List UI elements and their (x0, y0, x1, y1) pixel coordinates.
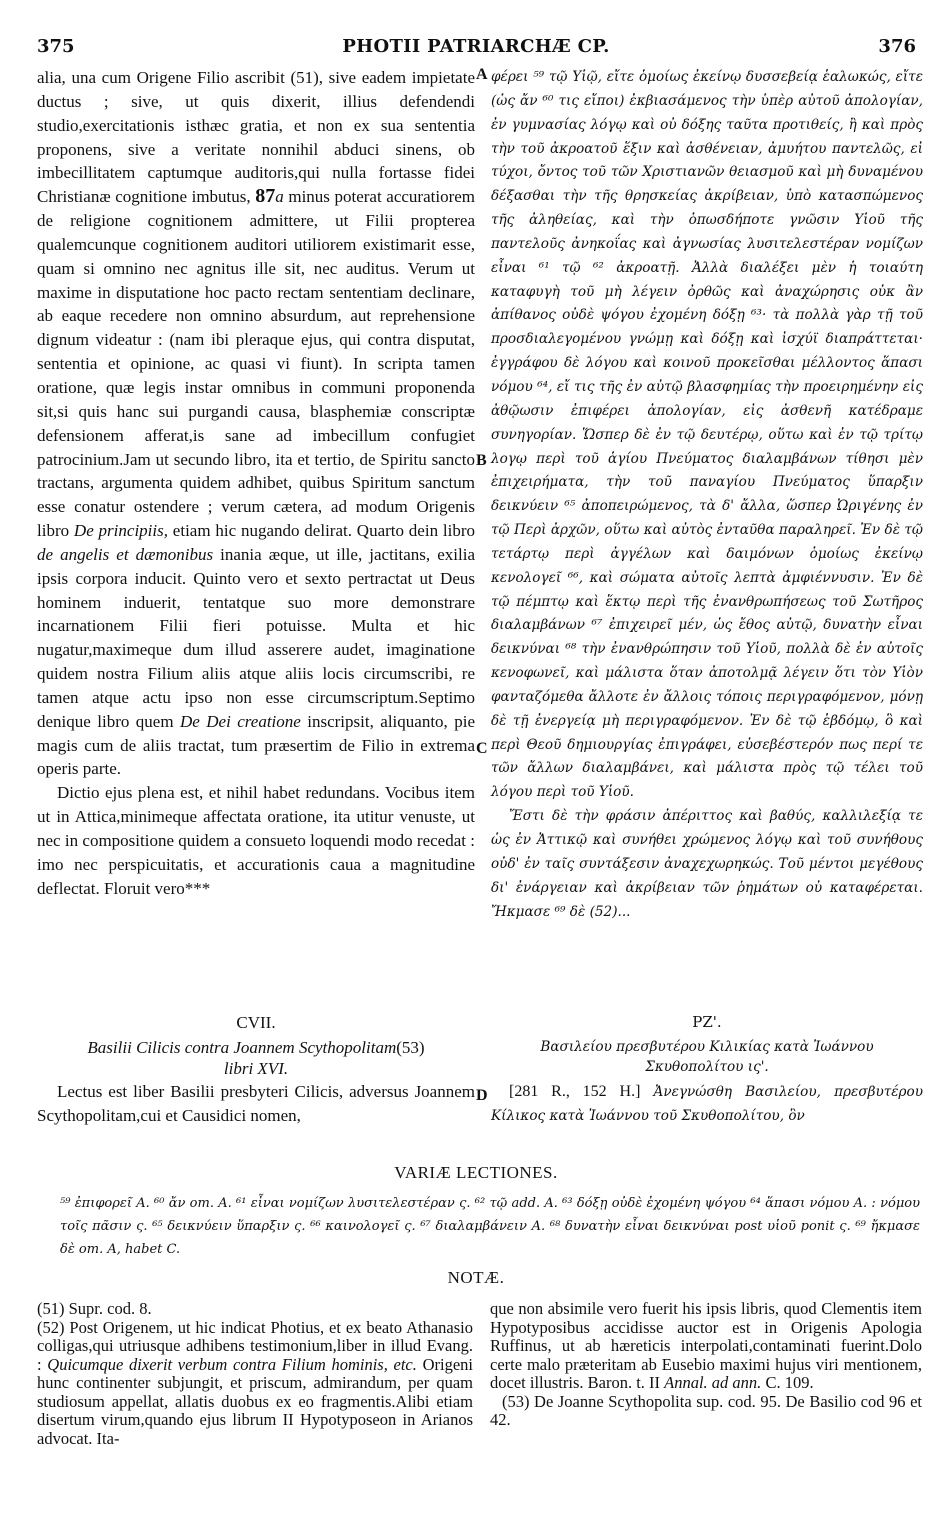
note-51: (51) Supr. cod. 8. (37, 1299, 152, 1318)
greek-column (491, 66, 923, 924)
greek-chapter-title: Βασιλείου πρεσβυτέρου Κιλικίας κατὰ Ἰωάννου Σκυθοπολίτου ις'. (540, 1039, 874, 1075)
column-marker: 87 (255, 185, 276, 208)
latin-chapter-number: CVII. (236, 1013, 276, 1032)
page-number-left: 375 (37, 36, 75, 57)
notae-title: NOTÆ. (447, 1268, 505, 1287)
margin-letter-b: B (476, 452, 487, 469)
variae-text: ⁵⁹ ἐπιφορεῖ A. ⁶⁰ ἄν om. A. ⁶¹ εἶναι νομίζων λυσιτελεστέραν ς. ⁶² τῷ add. A. ⁶³ δόξῃ οὐδὲ ἐχομένη ψόγου ⁶⁴ ἅπασι νόμου A. : νόμου τοῖς πᾶσιν ς. ⁶⁵ δεικνύειν ὕπαρξιν ς. ⁶⁶ καινολογεῖ ς. ⁶⁷ διαλαμβάνειν A. ⁶⁸ δυνατὴν εἶναι δεικνύναι post υἱοῦ ponit ς. ⁶⁹ ἤκμασε δὲ om. A, habet C. (60, 1196, 920, 1257)
margin-letter-c: C (476, 740, 488, 757)
margin-letter-d: D (476, 1087, 488, 1104)
greek-chapter-number: ΡΖ'. (692, 1013, 722, 1031)
latin-paragraph-2: Dictio ejus plena est, et nihil habet redundans. Vocibus item ut in Attica,minimeque affectata oratione, ita utitur venuste, ut nec in compositione quidem a consueto loquendi modo recedat : imo nec perspicuitatis, et accurationis caua a magnitudine deflectat. Floruit vero*** (37, 783, 475, 898)
latin-paragraph-3: Lectus est liber Basilii presbyteri Cilicis, adversus Joannem Scythopolitam,cui et Causidici nomen, (37, 1082, 475, 1125)
notae-right (490, 1300, 922, 1430)
notae-left (37, 1300, 473, 1448)
latin-paragraph-1: alia, una cum Origene Filio ascribit (51), sive eadem impietate ductus ; sive, ut quis dixerit, illius defendendi studio,exercitationis isthæc gratia, et non ex sua sententia proponens, sive a veritate nonnihil abduci sinens, ob imbecillitatem captumque auditoris,qui nulla fortasse fidei Christianæ cognitione imbutus, 87a minus poterat accuratiorem de religione cognitionem admittere, ut Filii propterea qualemcunque cognitionem auditori utiliorem existimarit esse, quam si omnino nec agnitus ille sit, nec auditus. Verum ut maxime in disputatione hoc pacto rectam sententiam declinare, ab eaque recedere non omnino absurdum, aut reprehensione dignum videatur : (nam ibi pleraque ejus, qui contra disputat, sententia et opinione, ac quasi vi fiunt). In scripta tamen oratione, quæ legis instar omnibus in communi proponenda sit,si quis hanc sui purgandi causa, blasphemiæ conscriptæ defensionem afferat,is sane ad imbecillum confugiet patrocinium.Jam ut secundo libro, ita et tertio, de Spiritu sancto tractans, argumenta quidem adhibet, quibus Spiritum sanctum esse conatur ostendere ; verum cætera, ad modum Origenis libro De principiis, etiam hic nugando delirat. Quarto dein libro de angelis et dæmonibus inania æque, ut ille, jactitans, exilia ipsis corpora inducit. Quinto vero et sexto pertractat ut Deus hominem induerit, tentatque suo more demonstrare incarnationem Filii fieri potuisse. Multa et hic nugatur,maximeque dum illud asserere audet, imaginatione quidem nostra Filium aliis atque aliis locis circumscribi, re tamen atque actu ipso non esse circumscriptum.Septimo denique libro quem De Dei creatione inscripsit, aliquanto, pie magis cum de aliis tractat, tum præsertim de Filio in extrema operis parte. (37, 68, 476, 779)
greek-paragraph-3: [281 R., 152 H.] Ἀνεγνώσθη Βασιλείου, πρεσβυτέρου Κίλικος κατὰ Ἰωάννου τοῦ Σκυθοπολίτου, ὃν (491, 1083, 923, 1124)
note-52: (52) Post Origenem, ut hic indicat Photius, et ex beato Athanasio colligas,qui utriusque adhibens testimonium,liber in illud Evang. : Quicumque dixerit verbum contra Filium hominis, etc. Origeni hunc continenter subjungit, et priscum, admirandum, per quam studiosum appellat, allatis duobus ex eo fragmentis.Alibi etiam disertum virum,quando ejus librum II Hypotyposeon in Arianos advocat. Ita- (37, 1317, 473, 1448)
variae-title: VARIÆ LECTIONES. (394, 1163, 558, 1182)
greek-paragraph-1: φέρει ⁵⁹ τῷ Υἱῷ, εἴτε ὁμοίως ἐκείνῳ δυσσεβείᾳ ἑαλωκώς, εἴτε (ὡς ἄν ⁶⁰ τις εἴποι) ἐκβιασάμενος τὴν ὑπὲρ αὐτοῦ ἀπολογίαν, ἐν γυμνασίας λόγῳ καὶ οὐ δόξης ταῦτα προτιθείς, ἢ καὶ πρὸς τὴν τοῦ ἀκροατοῦ ἕξιν καὶ ἀσθένειαν, ἀμυήτου παντελῶς, εἰ τύχοι, ὄντος τοῦ τῶν Χριστιανῶν θειασμοῦ καὶ μὴ δυναμένου δέξασθαι τὴν τῆς θρησκείας ἀκρίβειαν, ὑπὸ κατασπώμενος τῆς ἀληθείας, καὶ τὴν ὁπωσδήποτε γνῶσιν Υἱοῦ τῆς παντελοῦς ἀνηκοΐας καὶ ἀγνωσίας λυσιτελεστέραν νομίζων εἶναι ⁶¹ τῷ ⁶² ἀκροατῇ. Ἀλλὰ διαλέξει μὲν ἡ τοιαύτη καταφυγὴ τοῦ μὴ λέγειν ὀρθῶς καὶ ἀναχώρησις οὐκ ἂν ἀπίθανος οὐδὲ ψόγου ἐχομένη δόξῃ ⁶³· τὰ πολλὰ γὰρ τῇ τοῦ προσδιαλεγομένου γνώμῃ καὶ δόξῃ καὶ ἰσχύϊ διαπράττεται· ἐγγράφου δὲ λόγου καὶ κοινοῦ προκεῖσθαι μέλλοντος ἅπασι νόμου ⁶⁴, εἴ τις τῆς ἐν αὐτῷ βλασφημίας τὴν προειρημένην εἰς ἀθῷωσιν ἐπιφέρει ἀπολογίαν, εἰς ἀσθενῆ κατέδραμε συνηγορίαν. Ὥσπερ δὲ ἐν τῷ δευτέρῳ, οὕτω καὶ ἐν τῷ τρίτῳ λογῳ περὶ τοῦ ἁγίου Πνεύματος διαλαμβάνων τίθησι μὲν ἐπιχειρήματα, τὴν τοῦ παναγίου Πνεύματος ὕπαρξιν δεικνύειν ⁶⁵ ἀποπειρώμενος, τὰ δ' ἄλλα, ὥσπερ Ὠριγένης ἐν τῷ Περὶ ἀρχῶν, οὕτω καὶ αὐτὸς ἐνταῦθα παραληρεῖ. Ἐν δὲ τῷ τετάρτῳ περὶ ἀγγέλων καὶ δαιμόνων ὁμοίως ἐκείνῳ κενολογεῖ ⁶⁶, καὶ σώματα αὐτοῖς λεπτὰ ἀμφιέννυσιν. Ἐν δὲ τῷ πέμπτῳ καὶ ἕκτῳ περὶ τῆς ἐνανθρωπήσεως τοῦ Σωτῆρος διαλαμβάνων ⁶⁷ ἐπιχειρεῖ μέν, ὡς ἔθος αὐτῷ, δυνατὴν εἶναι δεικνύναι ⁶⁸ τὴν ἐνανθρώπησιν τοῦ Υἱοῦ, πολλὰ δὲ ἐν αὐτοῖς κενοφωνεῖ, καὶ μάλιστα ὅταν ἀποτολμᾷ λέγειν ὅτι τὸν Υἱὸν φανταζόμεθα ἄλλοτε ἐν ἄλλοις τόποις περιγραφόμενον, μόνῃ δὲ τῇ ἐνεργείᾳ μὴ περιγραφόμενον. Ἐν δὲ τῷ ἑβδόμῳ, ὃ καὶ περὶ Θεοῦ δημιουργίας ἐπιγράφει, εὐσεβέστερόν πως περί τε τῶν ἄλλων διαλαμβάνει, καὶ μάλιστα πρὸς τῷ τέλει τοῦ λόγου περὶ τοῦ Υἱοῦ. (491, 69, 923, 801)
note-53: (53) De Joanne Scythopolita sup. cod. 95. De Basilio cod 96 et 42. (490, 1391, 922, 1429)
greek-paragraph-2: Ἔστι δὲ τὴν φράσιν ἀπέριττος καὶ βαθύς, καλλιλεξίᾳ τε ὡς ἐν Ἀττικῷ καὶ συνήθει χρώμενος λόγῳ καὶ τοῦ συνήθους οὐδ' ἐν ταῖς συντάξεσιν ἀναχεχωρηκώς. Τοῦ μέντοι μεγέθους δι' ἐνάργειαν καὶ ἀκρίβειαν τῶν ῥημάτων οὐ καταφέρεται. Ἤκμασε ⁶⁹ δὲ (52)... (491, 808, 923, 920)
page-number-right: 376 (878, 36, 916, 57)
latin-chapter-title: Basilii Cilicis contra Joannem Scythopolitam(53) libri XVI. (87, 1038, 425, 1078)
latin-column (37, 66, 475, 901)
note-52-continued: que non absimile vero fuerit his ipsis libris, quod Clementis item Hypotyposibus accidisse auctor est in Origenis Apologia Ruffinus, ut ab hæreticis interpolati,contaminati fuerint.Dolo certe malo præteritam ab Eusebio maximi hujus viri mentionem, docet illustris. Baron. t. II Annal. ad ann. C. 109. (490, 1299, 922, 1392)
running-title: PHOTII PATRIARCHÆ CP. (342, 36, 610, 57)
margin-letter-a: A (476, 66, 488, 83)
